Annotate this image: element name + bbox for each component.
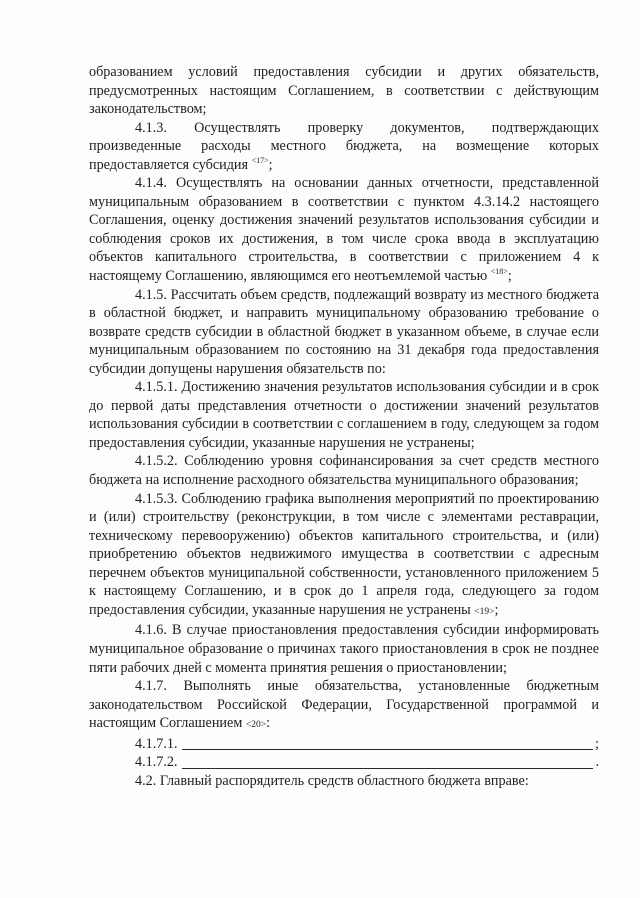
fill-in-line-4-1-7-1 — [89, 735, 599, 754]
paragraph-4-1-7-text: 4.1.7. Выполнять иные обязательства, установленные бюджетным законодательством Российской Федерации, Государственной программой и настоящим Соглашением — [89, 678, 599, 732]
paragraph-4-1-7-end: : — [266, 715, 271, 732]
fill-in-end-4-1-7-2: . — [595, 754, 599, 771]
paragraph-4-1-3-end: ; — [268, 156, 273, 173]
paragraph-4-1-5-3-end: ; — [494, 601, 499, 618]
document-body — [89, 63, 599, 790]
fill-in-end-4-1-7-1: ; — [595, 735, 599, 752]
fill-in-blank-4-1-7-1 — [182, 749, 593, 750]
paragraph-4-2 — [89, 772, 599, 791]
paragraph-4-1-5-2-text: 4.1.5.2. Соблюдению уровня софинансирования за счет средств местного бюджета на исполнение расходного обязательства муниципального образования; — [89, 453, 599, 489]
paragraph-4-1-4 — [89, 174, 599, 285]
paragraph-4-1-6 — [89, 621, 599, 677]
footnote-ref-19: <19> — [474, 606, 495, 617]
fill-in-blank-4-1-7-2 — [182, 768, 594, 769]
fill-in-number-4-1-7-1: 4.1.7.1. — [135, 735, 178, 752]
paragraph-4-1-5-2 — [89, 452, 599, 489]
fill-in-line-4-1-7-2 — [89, 753, 599, 772]
paragraph-4-1-7 — [89, 677, 599, 735]
paragraph-4-1-4-end: ; — [507, 268, 512, 285]
paragraph-4-1-5-1 — [89, 378, 599, 452]
paragraph-4-1-3 — [89, 119, 599, 175]
paragraph-4-1-5-text: 4.1.5. Рассчитать объем средств, подлежащий возврату из местного бюджета в областной бюджет, и направить муниципальному образованию требование о возврате средств субсидии в областной бюджет в указанном объеме, в случае если муниципальным образованием по состоянию на 31 декабря года предоставления субсидии допущены нарушения обязательств по: — [89, 286, 599, 377]
paragraph-intro — [89, 63, 599, 119]
paragraph-4-1-6-text: 4.1.6. В случае приостановления предоставления субсидии информировать муниципальное образование о причинах такого приостановления в срок не позднее пяти рабочих дней с момента принятия решения о приостановлении; — [89, 622, 599, 676]
paragraph-4-1-5-1-text: 4.1.5.1. Достижению значения результатов использования субсидии и в срок до первой даты представления отчетности о достижении значений результатов использования субсидии в соответствии с соглашением в году, следующем за годом предоставления субсидии, указанные нарушения не устранены; — [89, 379, 599, 451]
paragraph-4-1-5-3 — [89, 490, 599, 622]
paragraph-4-1-3-text: 4.1.3. Осуществлять проверку документов, подтверждающих произведенные расходы местного бюджета, на возмещение которых предоставляется субсидия — [89, 119, 599, 173]
paragraph-4-1-4-text: 4.1.4. Осуществлять на основании данных отчетности, представленной муниципальным образованием в соответствии с пунктом 4.3.14.2 настоящего Соглашения, оценку достижения значений результатов использования субсидии и соблюдения сроков их достижения, в том числе срока ввода в эксплуатацию объектов капитального строительства, в соответствии с приложением 4 к настоящему Соглашению, являющимся его неотъемлемой частью — [89, 175, 599, 285]
paragraph-4-2-text: 4.2. Главный распорядитель средств областного бюджета вправе: — [135, 772, 529, 789]
paragraph-intro-text: образованием условий предоставления субсидии и других обязательств, предусмотренных настоящим Соглашением, в соответствии с действующим законодательством; — [89, 64, 599, 118]
paragraph-4-1-5-3-text: 4.1.5.3. Соблюдению графика выполнения мероприятий по проектированию и (или) строительству (реконструкции, в том числе с элементами реставрации, техническому перевооружению) объектов капитального строительства, и (или) приобретению объектов недвижимого имущества в соответствии с адресным перечнем объектов муниципальной собственности, установленного приложением 5 к настоящему Соглашению, и в срок до 1 апреля года, следующего за годом предоставления субсидии, указанные нарушения не устранены — [89, 490, 599, 618]
fill-in-number-4-1-7-2: 4.1.7.2. — [135, 754, 178, 771]
footnote-ref-18: <18> — [490, 267, 508, 277]
paragraph-4-1-5 — [89, 286, 599, 379]
footnote-ref-20: <20> — [245, 720, 267, 731]
footnote-ref-17: <17> — [251, 155, 269, 165]
